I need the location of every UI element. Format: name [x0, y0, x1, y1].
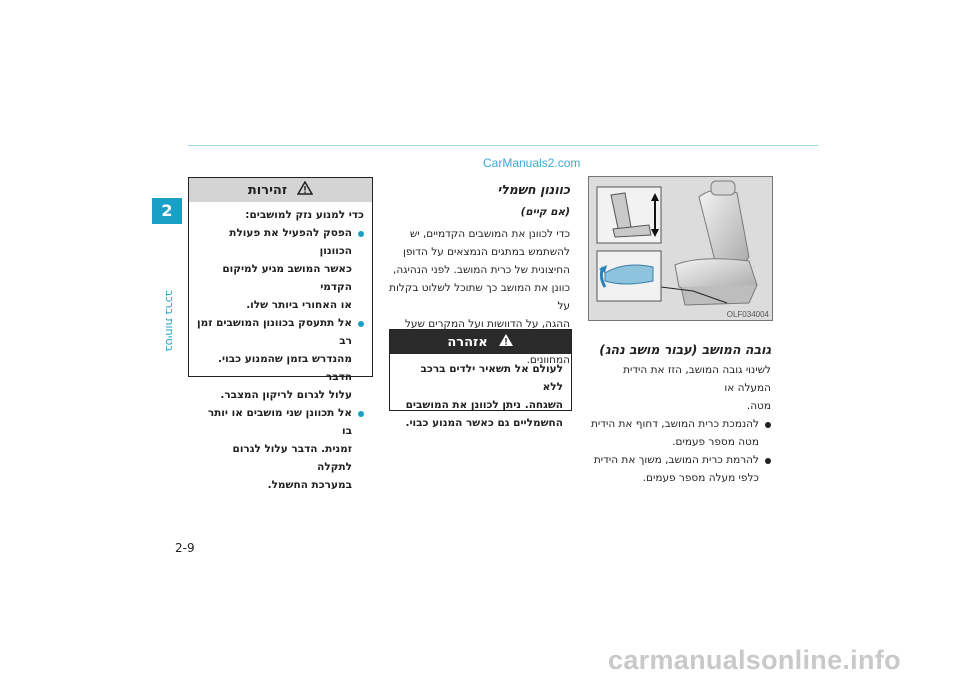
height-list [588, 415, 771, 487]
adjust-paragraph: כדי לכוונן את המושבים הקדמיים, יש להשתמש במתגים הנמצאים על הדופן החיצונית של כרית המושב. לפני הנהיגה, כוונן את המושב כך שתוכל לשלוט בקלות על ההגה, על הדוושות ועל המקרים שעל המחוונים. [389, 228, 570, 366]
bullet-icon [765, 422, 771, 428]
bullet-icon [358, 411, 364, 417]
chapter-title: בטיחות ברכב [163, 290, 176, 352]
watermark-top: CarManuals2.com [483, 156, 581, 170]
list-item: אל תתעסק בכוונון המושבים זמן רב מהנדרש בזמן שהמנוע כבוי. הדבר עלול לגרום לריקון המצבר. [197, 314, 364, 404]
page-number: 2-9 [175, 541, 195, 555]
chapter-number: 2 [152, 198, 182, 224]
height-title: גובה המושב (עבור מושב נהג) [599, 342, 771, 357]
warning-triangle-icon [498, 333, 514, 351]
list-item: להרמת כרית המושב, משוך את הידית כלפי מעלה מספר פעמים. [588, 451, 771, 487]
warning-header [390, 330, 571, 354]
warning-body: לעולם אל תשאיר ילדים ברכב ללא השגחה. ניתן לכוונן את המושבים החשמליים גם כאשר המנוע כבוי. [405, 363, 563, 429]
caution-box [188, 177, 373, 491]
watermark-bottom: carmanualsonline.info [608, 645, 901, 675]
list-item: הפסק להפעיל את פעולת הכוונון כאשר המושב מגיע למיקום הקדמי או האחורי ביותר שלו. [197, 224, 364, 314]
caution-header [189, 178, 372, 202]
bullet-icon [765, 458, 771, 464]
height-paragraph: לשינוי גובה המושב, הזז את הידית המעלה או מטה. להנמכת כרית המושב, דחוף את הידית מטה מספר פעמים. להרמת כרית המושב, משוך את הידית כלפי מעלה מספר פעמים. [588, 361, 771, 487]
caution-body [189, 202, 372, 494]
seat-illustration [589, 177, 772, 320]
bullet-icon [358, 231, 364, 237]
adjust-subtitle: (אם קיים) [520, 206, 570, 218]
caution-intro: כדי למנוע נזק למושבים: [245, 209, 364, 221]
top-rule [188, 145, 818, 146]
warning-box [389, 329, 572, 429]
caution-title: זהירות [247, 182, 288, 198]
photo-code: OLF034004 [726, 310, 769, 319]
adjust-title: כוונון חשמלי [497, 182, 570, 197]
list-item: אל תכוונן שני מושבים או יותר בו זמנית. הדבר עלול לגרום לתקלה במערכת החשמל. [197, 404, 364, 494]
caution-list [197, 224, 364, 494]
bullet-icon [358, 321, 364, 327]
warning-title: אזהרה [447, 334, 488, 350]
list-item: להנמכת כרית המושב, דחוף את הידית מטה מספר פעמים. [588, 415, 771, 451]
seat-photo [588, 176, 773, 321]
warning-triangle-icon [297, 181, 313, 199]
